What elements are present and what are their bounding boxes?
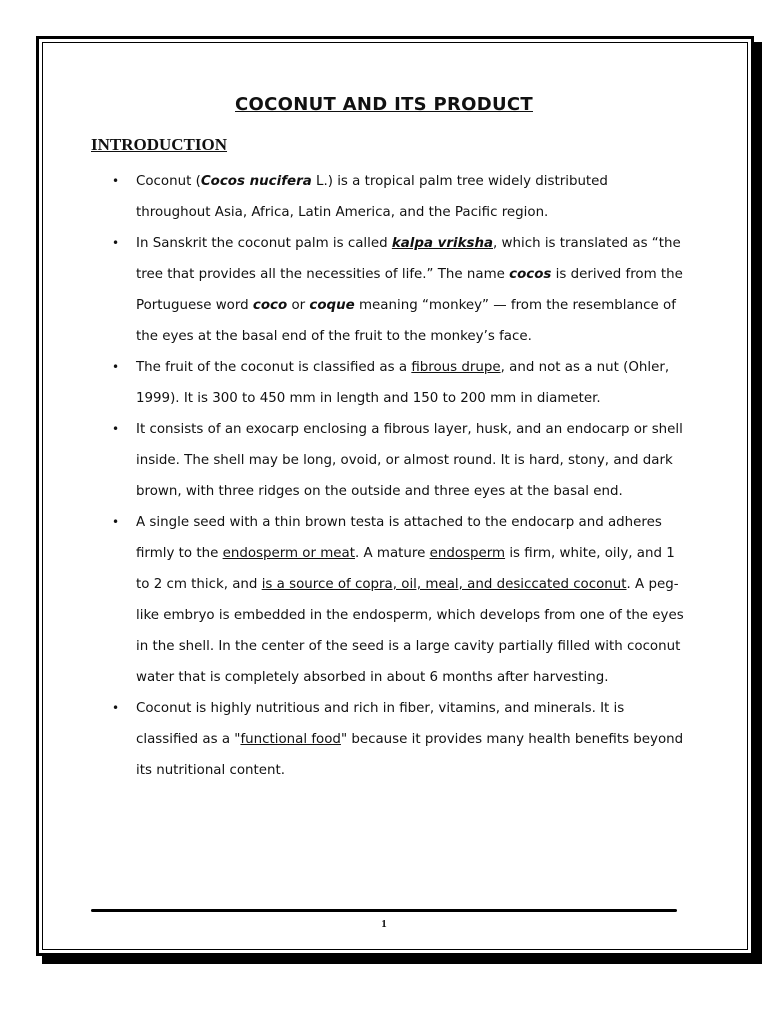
underlined-term: endosperm or meat bbox=[222, 546, 355, 561]
document-title: COCONUT AND ITS PRODUCT bbox=[235, 94, 533, 115]
bullet-item: • Coconut (Cocos nucifera L.) is a tropical palm tree widely distributed throughout Asia, Africa, Latin America, and the Pacific region. bbox=[91, 166, 686, 228]
emphasis-term: cocos bbox=[509, 267, 552, 282]
underlined-term: fibrous drupe bbox=[411, 360, 501, 375]
underlined-term: is a source of copra, oil, meal, and desiccated coconut bbox=[261, 577, 627, 592]
bullet-item: • A single seed with a thin brown testa is attached to the endocarp and adheres firmly to the endosperm or meat. A mature endosperm is firm, white, oily, and 1 to 2 cm thick, and is a source of copra, oil, meal, and desiccated coconut. A peg-like embryo is embedded in the endosperm, which develops from one of the eyes in the shell. In the center of the seed is a large cavity partially filled with coconut water that is completely absorbed in about 6 months after harvesting. bbox=[91, 507, 686, 693]
introduction-bullet-list bbox=[91, 166, 686, 786]
scientific-name: Cocos nucifera bbox=[200, 174, 312, 189]
emphasis-term: coco bbox=[252, 298, 288, 313]
bullet-icon: • bbox=[112, 515, 120, 529]
bullet-icon: • bbox=[112, 236, 120, 250]
underlined-term: endosperm bbox=[429, 546, 506, 561]
emphasis-term: kalpa vriksha bbox=[391, 236, 494, 251]
bullet-item: • The fruit of the coconut is classified as a fibrous drupe, and not as a nut (Ohler, 1999). It is 300 to 450 mm in length and 150 to 200 mm in diameter. bbox=[91, 352, 686, 414]
bullet-item: • In Sanskrit the coconut palm is called kalpa vriksha, which is translated as “the tree that provides all the necessities of life.” The name cocos is derived from the Portuguese word coco or coque meaning “monkey” — from the resemblance of the eyes at the basal end of the fruit to the monkey’s face. bbox=[91, 228, 686, 352]
page-number: 1 bbox=[381, 918, 387, 930]
bullet-icon: • bbox=[112, 174, 120, 188]
bullet-icon: • bbox=[112, 422, 120, 436]
bullet-item: • Coconut is highly nutritious and rich in fiber, vitamins, and minerals. It is classified as a "functional food" because it provides many health benefits beyond its nutritional content. bbox=[91, 693, 686, 786]
underlined-term: functional food bbox=[240, 732, 341, 747]
bullet-item: • It consists of an exocarp enclosing a fibrous layer, husk, and an endocarp or shell inside. The shell may be long, ovoid, or almost round. It is hard, stony, and dark brown, with three ridges on the outside and three eyes at the basal end. bbox=[91, 414, 686, 507]
bullet-icon: • bbox=[112, 360, 120, 374]
footer-rule bbox=[91, 909, 677, 912]
bullet-icon: • bbox=[112, 701, 120, 715]
section-heading-introduction: INTRODUCTION bbox=[91, 135, 228, 154]
emphasis-term: coque bbox=[309, 298, 355, 313]
